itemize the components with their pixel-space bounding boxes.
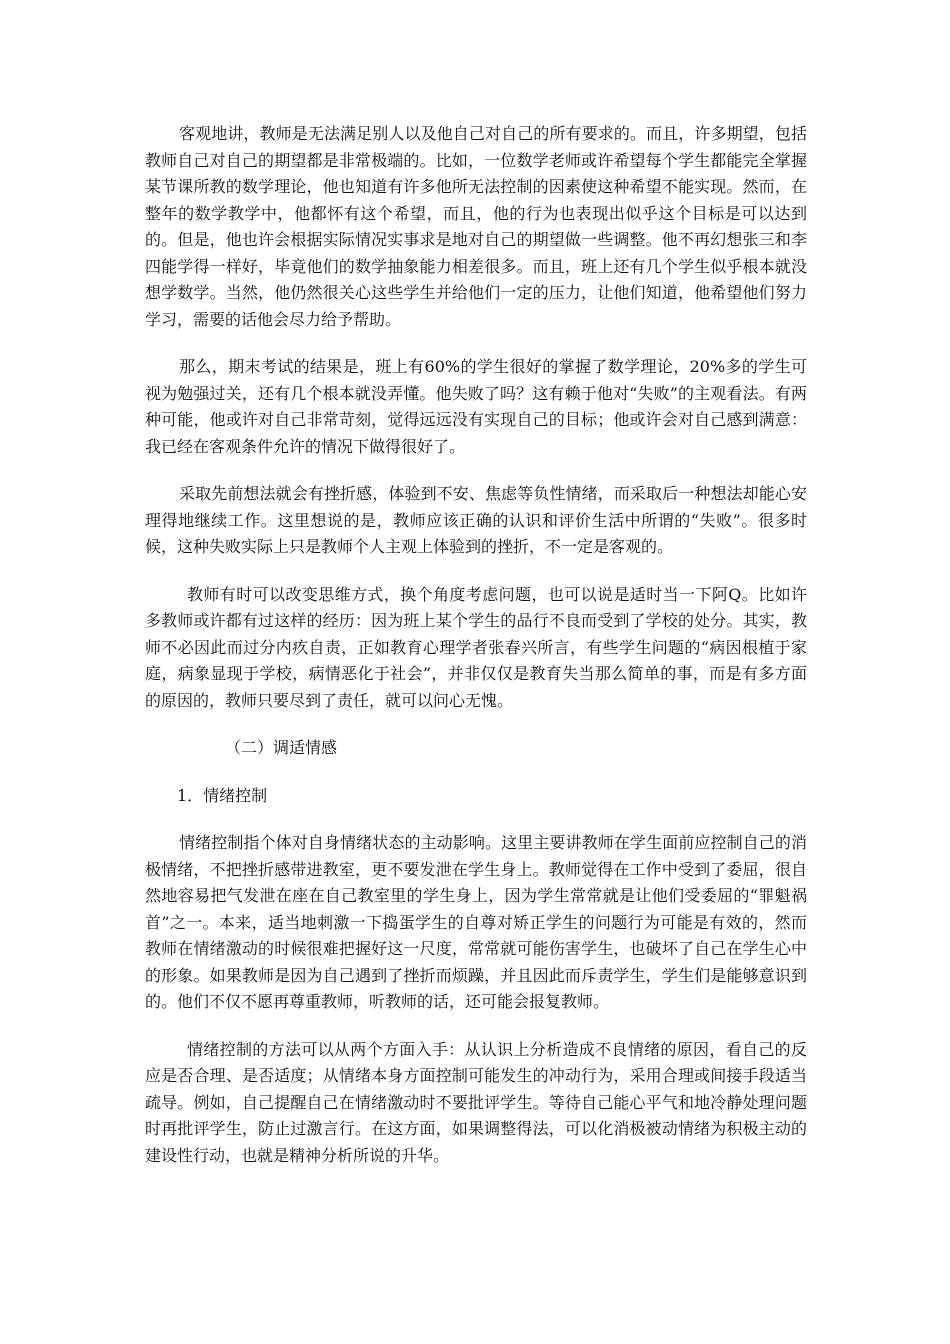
- section-heading: （二）调适情感: [225, 738, 338, 757]
- paragraph-change-thinking: 教师有时可以改变思维方式，换个角度考虑问题，也可以说是适时当一下阿Q。比如许多教师或许都有过这样的经历：因为班上某个学生的品行不良而受到了学校的处分。其实，教师不必因此而过分内疚自责，正如教育心理学者张春兴所言，有些学生问题的“病因根植于家庭，病象显现于学校，病情恶化于社会”，并非仅仅是教育失当那么简单的事，而是有多方面的原因的，教师只要尽到了责任，就可以问心无愧。: [145, 584, 807, 710]
- paragraph-frustration: 采取先前想法就会有挫折感，体验到不安、焦虑等负性情绪，而采取后一种想法却能心安理得地继续工作。这里想说的是，教师应该正确的认识和评价生活中所谓的“失败”。很多时候，这种失败实际上只是教师个人主观上体验到的挫折，不一定是客观的。: [145, 484, 807, 556]
- paragraph-expectations: 客观地讲，教师是无法满足别人以及他自己对自己的所有要求的。而且，许多期望，包括教师自己对自己的期望都是非常极端的。比如，一位数学老师或许希望每个学生都能完全掌握某节课所教的数学理论，他也知道有许多他所无法控制的因素使这种希望不能实现。然而，在整年的数学教学中，他都怀有这个希望，而且，他的行为也表现出似乎这个目标是可以达到的。但是，他也许会根据实际情况实事求是地对自己的期望做一些调整。他不再幻想张三和李四能学得一样好，毕竟他们的数学抽象能力相差很多。而且，班上还有几个学生似乎根本就没想学数学。当然，他仍然很关心这些学生并给他们一定的压力，让他们知道，他希望他们努力学习，需要的话他会尽力给予帮助。: [145, 124, 807, 329]
- document-body: [145, 121, 807, 1190]
- subsection-heading: 1．情绪控制: [177, 785, 268, 805]
- paragraph-emotion-methods: 情绪控制的方法可以从两个方面入手：从认识上分析造成不良情绪的原因，看自己的反应是否合理、是否适度；从情绪本身方面控制可能发生的冲动行为，采用合理或间接手段适当疏导。例如，自己提醒自己在情绪激动时不要批评学生。等待自己能心平气和地冷静处理问题时再批评学生，防止过激言行。在这方面，如果调整得法，可以化消极被动情绪为积极主动的建设性行动，也就是精神分析所说的升华。: [145, 1039, 807, 1165]
- paragraph-emotion-control: 情绪控制指个体对自身情绪状态的主动影响。这里主要讲教师在学生面前应控制自己的消极情绪，不把挫折感带进教室，更不要发泄在学生身上。教师觉得在工作中受到了委屈，很自然地容易把气发泄在座在自己教室里的学生身上，因为学生常常就是让他们受委屈的“罪魁祸首”之一。本来，适当地刺激一下捣蛋学生的自尊对矫正学生的问题行为可能是有效的，然而教师在情绪激动的时候很难把握好这一尺度，常常就可能伤害学生，也破坏了自己在学生心中的形象。如果教师是因为自己遇到了挫折而烦躁，并且因此而斥责学生，学生们是能够意识到的。他们不仅不愿再尊重教师，听教师的话，还可能会报复教师。: [145, 833, 807, 1011]
- paragraph-exam-results: 那么，期末考试的结果是，班上有60%的学生很好的掌握了数学理论，20%多的学生可视为勉强过关，还有几个根本就没弄懂。他失败了吗？这有赖于他对“失败”的主观看法。有两种可能，他或许对自己非常苛刻，觉得远远没有实现自己的目标；他或许会对自己感到满意：我已经在客观条件允许的情况下做得很好了。: [145, 357, 807, 456]
